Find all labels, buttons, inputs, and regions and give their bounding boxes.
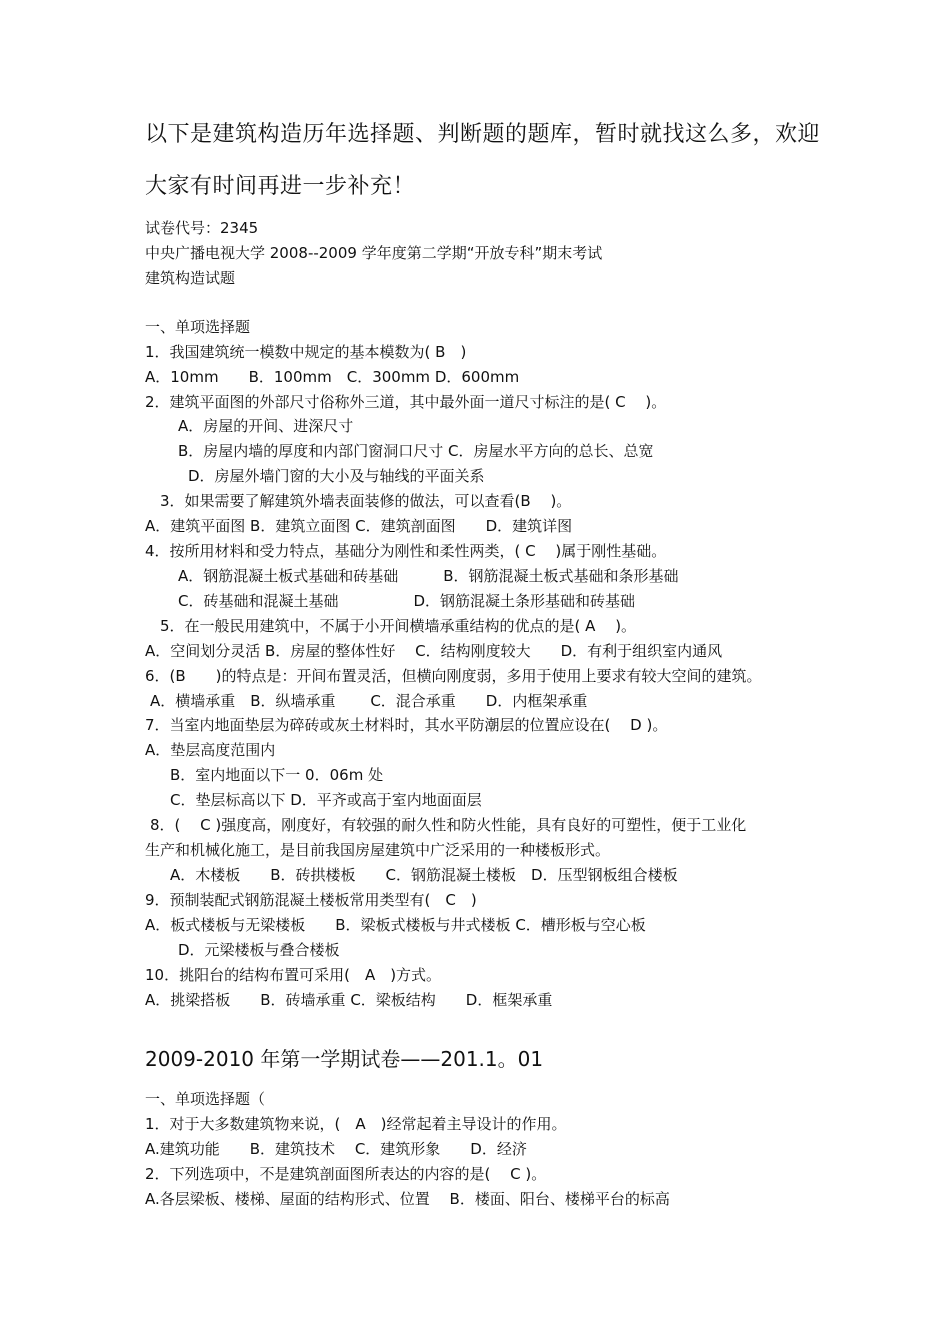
question-line: 生产和机械化施工，是目前我国房屋建筑中广泛采用的一种楼板形式。 [145, 841, 611, 859]
question-line: 8．( C )强度高，刚度好，有较强的耐久性和防火性能，具有良好的可塑性，便于工业化 [150, 816, 747, 834]
question-line: 4．按所用材料和受力特点，基础分为刚性和柔性两类，( C )属于刚性基础。 [145, 542, 667, 560]
answer-options: B．房屋内墙的厚度和内部门窗洞口尺寸 C．房屋水平方向的总长、总宽 [178, 442, 654, 460]
answer-options: A．挑梁搭板 B．砖墙承重 C．梁板结构 D．框架承重 [145, 991, 553, 1009]
section-title: 一、单项选择题（ [145, 1090, 266, 1108]
intro-line-2: 大家有时间再进一步补充！ [145, 174, 416, 199]
answer-options: A．建筑平面图 B．建筑立面图 C．建筑剖面图 D．建筑详图 [145, 517, 573, 535]
answer-options: A．10mm B．100mm C．300mm D．600mm [145, 368, 520, 386]
question-line: 2．下列选项中，不是建筑剖面图所表达的内容的是( C )。 [145, 1165, 547, 1183]
answer-options: A．板式楼板与无梁楼板 B．梁板式楼板与井式楼板 C．槽形板与空心板 [145, 916, 646, 934]
answer-options: A．垫层高度范围内 [145, 741, 276, 759]
answer-options: C．砖基础和混凝土基础 D．钢筋混凝土条形基础和砖基础 [178, 592, 636, 610]
answer-options: A．横墙承重 B．纵墙承重 C．混合承重 D．内框架承重 [150, 692, 588, 710]
section-title: 一、单项选择题 [145, 318, 251, 336]
question-line: 7．当室内地面垫层为碎砖或灰土材料时，其水平防潮层的位置应设在( D )。 [145, 716, 668, 734]
answer-options: B．室内地面以下一 0．06m 处 [170, 766, 384, 784]
answer-options: D．房屋外墙门窗的大小及与轴线的平面关系 [188, 467, 485, 485]
answer-options: A．木楼板 B．砖拱楼板 C．钢筋混凝土楼板 D．压型钢板组合楼板 [170, 866, 678, 884]
question-line: 6．(B )的特点是：开间布置灵活，但横向刚度弱，多用于使用上要求有较大空间的建筑。 [145, 667, 762, 685]
answer-options: A．空间划分灵活 B．房屋的整体性好 C．结构刚度较大 D．有利于组织室内通风 [145, 642, 723, 660]
answer-options: A.建筑功能 B．建筑技术 C．建筑形象 D．经济 [145, 1140, 527, 1158]
question-line: 9．预制装配式钢筋混凝土楼板常用类型有( C ) [145, 891, 477, 909]
answer-options: C．垫层标高以下 D．平齐或高于室内地面面层 [170, 791, 482, 809]
question-line: 1．对于大多数建筑物来说，( A )经常起着主导设计的作用。 [145, 1115, 567, 1133]
exam-subject: 建筑构造试题 [145, 269, 236, 287]
question-line: 5．在一般民用建筑中，不属于小开间横墙承重结构的优点的是( A )。 [160, 617, 637, 635]
exam-code: 试卷代号：2345 [145, 219, 259, 237]
question-line: 10．挑阳台的结构布置可采用( A )方式。 [145, 966, 442, 984]
answer-options: A．房屋的开间、进深尺寸 [178, 417, 354, 435]
question-line: 3．如果需要了解建筑外墙表面装修的做法，可以查看(B )。 [160, 492, 572, 510]
answer-options: D．元梁楼板与叠合楼板 [178, 941, 340, 959]
answer-options: A.各层梁板、楼梯、屋面的结构形式、位置 B．楼面、阳台、楼梯平台的标高 [145, 1190, 670, 1208]
answer-options: A．钢筋混凝土板式基础和砖基础 B．钢筋混凝土板式基础和条形基础 [178, 567, 679, 585]
section-heading: 2009-2010 年第一学期试卷——201.1。01 [145, 1047, 544, 1071]
question-line: 1．我国建筑统一模数中规定的基本模数为( B ) [145, 343, 467, 361]
intro-line-1: 以下是建筑构造历年选择题、判断题的题库，暂时就找这么多，欢迎 [145, 122, 821, 147]
question-line: 2．建筑平面图的外部尺寸俗称外三道，其中最外面一道尺寸标注的是( C )。 [145, 393, 667, 411]
exam-university: 中央广播电视大学 2008--2009 学年度第二学期“开放专科”期末考试 [145, 244, 603, 262]
